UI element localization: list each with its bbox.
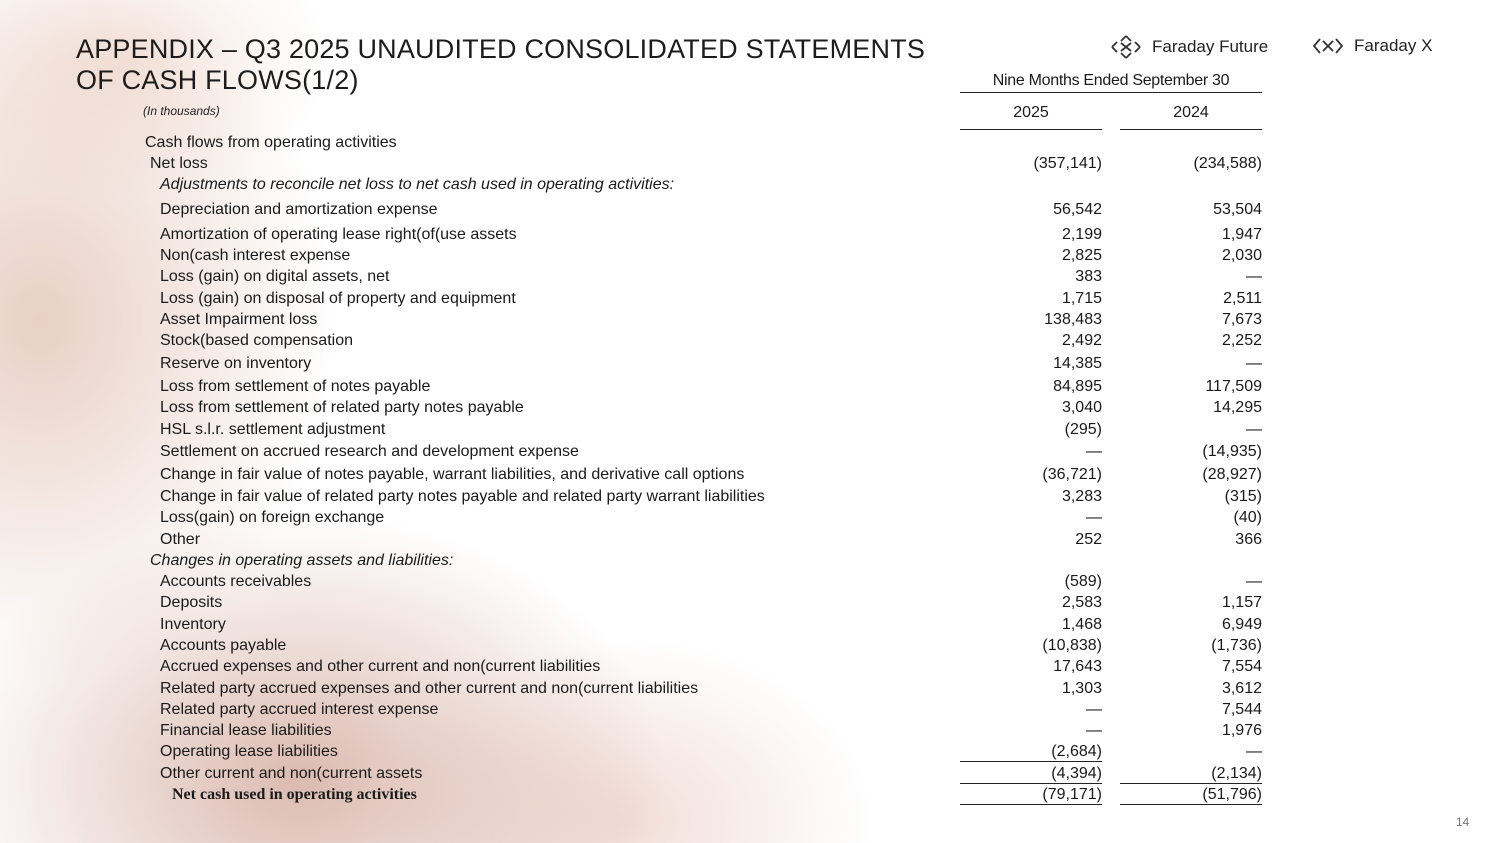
table-row	[0, 332, 1500, 353]
value-2025: (295)	[1064, 421, 1102, 438]
faraday-future-icon	[1110, 34, 1142, 60]
value-2025: 56,542	[1053, 201, 1102, 218]
table-row	[0, 466, 1500, 487]
row-label: Change in fair value of notes payable, warrant liabilities, and derivative call options	[160, 466, 745, 483]
value-2024: 1,976	[1221, 722, 1262, 739]
value-2025: 2,583	[1061, 594, 1102, 611]
row-label: Other current and non(current assets	[160, 765, 423, 782]
table-row	[0, 247, 1500, 268]
value-2024: —	[1246, 743, 1262, 760]
row-label: Inventory	[160, 616, 226, 633]
value-2024: (28,927)	[1202, 466, 1262, 483]
value-2025: 14,385	[1053, 355, 1102, 372]
row-label: Adjustments to reconcile net loss to net cash used in operating activities:	[160, 176, 675, 193]
value-2024: 2,511	[1223, 290, 1262, 307]
table-row	[0, 378, 1500, 399]
value-2024: 7,673	[1221, 311, 1262, 328]
value-2025: 1,715	[1061, 290, 1102, 307]
value-2025: 17,643	[1053, 658, 1102, 675]
page-number: 14	[1456, 815, 1470, 829]
row-label: Related party accrued interest expense	[160, 701, 439, 718]
table-row	[0, 355, 1500, 376]
faraday-x-icon	[1312, 37, 1344, 55]
value-2024: —	[1246, 268, 1262, 285]
value-2025: 2,492	[1061, 332, 1102, 349]
units-note: (In thousands)	[143, 104, 220, 118]
row-label: Financial lease liabilities	[160, 722, 332, 739]
value-2025: —	[1086, 701, 1102, 718]
row-label: Operating lease liabilities	[160, 743, 338, 760]
period-header: Nine Months Ended September 30	[960, 72, 1262, 93]
row-label: Reserve on inventory	[160, 355, 312, 372]
table-row	[0, 268, 1500, 289]
row-label: Cash flows from operating activities	[145, 134, 397, 151]
faraday-x-logo	[1312, 36, 1432, 56]
title-line-2: OF CASH FLOWS(1/2)	[76, 65, 359, 95]
value-2025: (79,171)	[960, 786, 1102, 805]
row-label: Related party accrued expenses and other current and non(current liabilities	[160, 680, 699, 697]
value-2024: 7,544	[1221, 701, 1262, 718]
row-label: HSL s.l.r. settlement adjustment	[160, 421, 386, 438]
value-2025: (357,141)	[1033, 155, 1102, 172]
row-label: Accounts payable	[160, 637, 287, 654]
row-label: Change in fair value of related party notes payable and related party warrant liabilities	[160, 488, 765, 505]
value-2025: (589)	[1064, 573, 1102, 590]
table-row	[0, 155, 1500, 176]
value-2024: 1,947	[1221, 226, 1262, 243]
value-2024: 7,554	[1221, 658, 1262, 675]
table-row	[0, 637, 1500, 658]
row-label: Depreciation and amortization expense	[160, 201, 438, 218]
table-row	[0, 509, 1500, 530]
table-row	[0, 658, 1500, 679]
value-2024: (315)	[1224, 488, 1262, 505]
title-line-1: APPENDIX – Q3 2025 UNAUDITED CONSOLIDATED STATEMENTS	[76, 34, 926, 64]
table-row	[0, 421, 1500, 442]
value-2025: (2,684)	[960, 743, 1102, 762]
row-label: Changes in operating assets and liabilities:	[150, 552, 454, 569]
value-2024: —	[1246, 421, 1262, 438]
value-2025: (4,394)	[960, 765, 1102, 784]
value-2025: 383	[1075, 268, 1102, 285]
row-label: Loss from settlement of related party notes payable	[160, 399, 524, 416]
row-label: Accrued expenses and other current and non(current liabilities	[160, 658, 601, 675]
table-row	[0, 701, 1500, 722]
row-label: Stock(based compensation	[160, 332, 353, 349]
row-label: Non(cash interest expense	[160, 247, 351, 264]
value-2024: 2,030	[1221, 247, 1262, 264]
row-label: Other	[160, 531, 201, 548]
table-row	[0, 722, 1500, 743]
row-label: Deposits	[160, 594, 223, 611]
row-label: Asset Impairment loss	[160, 311, 318, 328]
faraday-future-logo	[1110, 34, 1268, 60]
row-label: Loss (gain) on digital assets, net	[160, 268, 390, 285]
value-2024: 117,509	[1205, 378, 1262, 395]
value-2025: 1,468	[1061, 616, 1102, 633]
table-row	[0, 290, 1500, 311]
table-row	[0, 443, 1500, 464]
value-2025: 3,283	[1061, 488, 1102, 505]
table-row	[0, 531, 1500, 552]
value-2025: 252	[1075, 531, 1102, 548]
row-label: Settlement on accrued research and development expense	[160, 443, 579, 460]
value-2024: 53,504	[1213, 201, 1262, 218]
value-2024: 1,157	[1221, 594, 1262, 611]
value-2025: —	[1086, 722, 1102, 739]
table-row	[0, 680, 1500, 701]
row-label: Loss(gain) on foreign exchange	[160, 509, 385, 526]
page-title	[76, 34, 956, 96]
row-label: Net loss	[150, 155, 208, 172]
brand-faraday-x: Faraday X	[1354, 36, 1433, 55]
value-2025: 1,303	[1061, 680, 1102, 697]
value-2024: (1,736)	[1211, 637, 1262, 654]
value-2024: 366	[1235, 531, 1262, 548]
table-row	[0, 616, 1500, 637]
table-row	[0, 488, 1500, 509]
row-label: Loss from settlement of notes payable	[160, 378, 431, 395]
value-2024: (51,796)	[1120, 786, 1262, 805]
table-row	[0, 786, 1500, 807]
table-row	[0, 134, 1500, 155]
table-row	[0, 743, 1500, 764]
value-2024: 2,252	[1221, 332, 1262, 349]
value-2024: 6,949	[1221, 616, 1262, 633]
table-row	[0, 594, 1500, 615]
value-2025: 2,199	[1061, 226, 1102, 243]
table-row	[0, 201, 1500, 222]
value-2025: (36,721)	[1042, 466, 1102, 483]
value-2025: —	[1086, 509, 1102, 526]
table-row	[0, 552, 1500, 573]
brand-faraday-future: Faraday Future	[1152, 37, 1269, 56]
value-2024: —	[1246, 355, 1262, 372]
value-2025: 84,895	[1053, 378, 1102, 395]
value-2024: —	[1246, 573, 1262, 590]
column-header-2025: 2025	[960, 104, 1102, 130]
row-label: Loss (gain) on disposal of property and equipment	[160, 290, 516, 307]
value-2024: (40)	[1233, 509, 1262, 526]
value-2024: 14,295	[1213, 399, 1262, 416]
value-2025: 3,040	[1061, 399, 1102, 416]
table-row	[0, 765, 1500, 786]
value-2024: (234,588)	[1193, 155, 1262, 172]
value-2025: —	[1086, 443, 1102, 460]
table-row	[0, 573, 1500, 594]
row-label: Amortization of operating lease right(of(use assets	[160, 226, 517, 243]
value-2024: 3,612	[1221, 680, 1262, 697]
value-2024: (14,935)	[1202, 443, 1262, 460]
row-label: Accounts receivables	[160, 573, 312, 590]
table-row	[0, 399, 1500, 420]
row-label: Net cash used in operating activities	[172, 786, 417, 803]
table-row	[0, 311, 1500, 332]
value-2025: 138,483	[1044, 311, 1102, 328]
value-2025: 2,825	[1061, 247, 1102, 264]
value-2025: (10,838)	[1042, 637, 1102, 654]
column-header-2024: 2024	[1120, 104, 1262, 130]
table-row	[0, 176, 1500, 197]
value-2024: (2,134)	[1120, 765, 1262, 784]
table-row	[0, 226, 1500, 247]
